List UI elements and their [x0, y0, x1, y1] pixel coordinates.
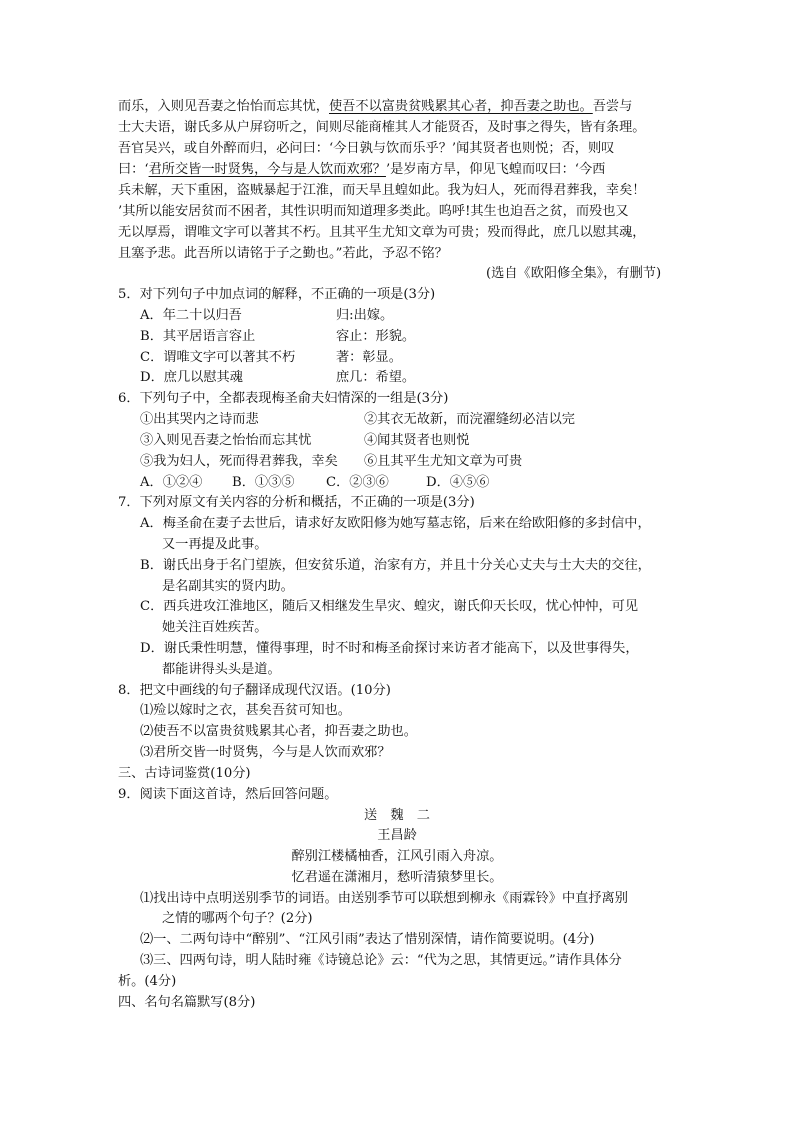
- q5-gloss-b: 容止：形貌。: [336, 329, 416, 344]
- q5-gloss-c: 著：彰显。: [336, 350, 402, 365]
- passage-line-7: 无以厚焉，谓唯文字可以著其不朽。且其平生尤知文章为可贵；殁而得此，庶几以慰其魂，: [118, 225, 646, 240]
- q7-line: 她关注百姓疾苦。: [162, 620, 268, 635]
- q6-item-1: ①出其哭内之诗而悲: [140, 412, 259, 427]
- q6-item-2: ②其衣无故新，而浣濯缝纫必洁以完: [364, 412, 575, 427]
- q9-sub-3: ⑶三、四两句诗，明人陆时雍《诗镜总论》云：“代为之思，其情更远。”请作具体分: [140, 953, 622, 968]
- q6-item-6: ⑥且其平生尤知文章为可贵: [364, 454, 523, 469]
- q7-line: B．谢氏出身于名门望族，但安贫乐道，治家有方，并且十分关心丈夫与士大夫的交往，: [140, 558, 651, 573]
- q5-gloss-d: 庶几：希望。: [336, 370, 416, 385]
- q7-line: 是名副其实的贤内助。: [162, 579, 294, 594]
- q6-item-4: ④闻其贤者也则悦: [364, 433, 470, 448]
- q8-stem: 8．把文中画线的句子翻译成现代汉语。(10分): [118, 683, 391, 698]
- q9-stem: 9．阅读下面这首诗，然后回答问题。: [118, 787, 338, 802]
- passage-source: (选自《欧阳修全集》，有删节): [486, 266, 662, 281]
- passage-line-6: ’其所以能安居贫而不困者，其性识明而知道理多类此。呜呼!其生也迫吾之贫，而殁也又: [118, 204, 629, 219]
- q9-sub-3-cont: 析。(4分): [118, 974, 177, 989]
- q5-option-b: B．其平居语言容止: [140, 329, 256, 344]
- q9-sub-2: ⑵一、二两句诗中“醉别”、“江风引雨”表达了惜别深情，请作简要说明。(4分): [140, 932, 595, 947]
- underlined-sentence: 使吾不以富贵贫贱累其心者，抑吾妻之助也。: [329, 99, 593, 114]
- poem-line-1: 醉别江楼橘柚香，江风引雨入舟凉。: [291, 849, 503, 864]
- q7-line: 都能讲得头头是道。: [162, 662, 281, 677]
- passage-line-3: 吾官吴兴，或自外醉而归，必问曰：‘今日孰与饮而乐乎？’闻其贤者也则悦；否，则叹: [118, 141, 615, 156]
- poem-line-2: 忆君遥在潇湘月，愁听清猿梦里长。: [291, 870, 503, 885]
- passage-line-1: 而乐，入则见吾妻之怡怡而忘其忧，使吾不以富贵贫贱累其心者，抑吾妻之助也。吾尝与: [118, 99, 633, 114]
- q5-gloss-a: 归:出嫁。: [336, 308, 394, 323]
- q9-sub-1-cont: 之情的哪两个句子？(2分): [162, 911, 313, 926]
- q7-line: C．西兵进攻江淮地区，随后又相继发生旱灾、蝗灾，谢氏仰天长叹，忧心忡忡，可见: [140, 599, 639, 614]
- q6-item-5: ⑤我为妇人，死而得君葬我，幸矣: [140, 454, 338, 469]
- q5-option-a: A．年二十以归吾: [140, 308, 242, 323]
- poem-author: 王昌龄: [377, 828, 417, 843]
- passage-line-5: 兵未解，天下重困，盗贼暴起于江淮，而天旱且蝗如此。我为妇人，死而得君葬我，幸矣！: [118, 183, 646, 198]
- q8-item-1: ⑴殓以嫁时之衣，甚矣吾贫可知也。: [140, 703, 351, 718]
- section-3-heading: 三、古诗词鉴赏(10分): [118, 766, 251, 781]
- q6-choice-a: A．①②④: [140, 475, 203, 490]
- section-4-heading: 四、名句名篇默写(8分): [118, 995, 256, 1010]
- passage-line-4: 曰：‘君所交皆一时贤隽，今与是人饮而欢邪？’是岁南方旱，仰见飞蝗而叹曰：‘今西: [118, 162, 606, 177]
- q8-item-2: ⑵使吾不以富贵贫贱累其心者，抑吾妻之助也。: [140, 724, 417, 739]
- q6-choice-c: C．②③⑥: [326, 475, 389, 490]
- q9-sub-1: ⑴找出诗中点明送别季节的词语。由送别季节可以联想到柳永《雨霖铃》中直抒离别: [140, 891, 628, 906]
- q6-choice-b: B．①③⑤: [232, 475, 295, 490]
- q6-stem: 6．下列句子中，全都表现梅圣俞夫妇情深的一组是(3分): [118, 391, 449, 406]
- q5-stem: 5．对下列句子中加点词的解释，不正确的一项是(3分): [118, 287, 436, 302]
- underlined-sentence: 君所交皆一时贤隽，今与是人饮而欢邪？: [148, 162, 386, 177]
- q5-option-d: D．庶几以慰其魂: [140, 370, 243, 385]
- passage-line-2: 士大夫语，谢氏多从户屏窃听之，间则尽能商榷其人才能贤否，及时事之得失，皆有条理。: [118, 120, 646, 135]
- q8-item-3: ⑶君所交皆一时贤隽，今与是人饮而欢邪？: [140, 745, 391, 760]
- q7-line: 又一再提及此事。: [162, 537, 268, 552]
- q7-stem: 7．下列对原文有关内容的分析和概括，不正确的一项是(3分): [118, 495, 475, 510]
- q6-choice-d: D．④⑤⑥: [426, 475, 490, 490]
- q5-option-c: C．谓唯文字可以著其不朽: [140, 350, 296, 365]
- q6-item-3: ③入则见吾妻之怡怡而忘其忧: [140, 433, 312, 448]
- q7-line: D．谢氏秉性明慧，懂得事理，时不时和梅圣俞探讨来访者才能高下，以及世事得失，: [140, 641, 639, 656]
- passage-line-8: 且塞予悲。此吾所以请铭于子之勤也。”若此，予忍不铭？: [118, 246, 448, 261]
- poem-title: 送 魏 二: [364, 808, 430, 823]
- q7-line: A．梅圣俞在妻子去世后，请求好友欧阳修为她写墓志铭，后来在给欧阳修的多封信中，: [140, 516, 651, 531]
